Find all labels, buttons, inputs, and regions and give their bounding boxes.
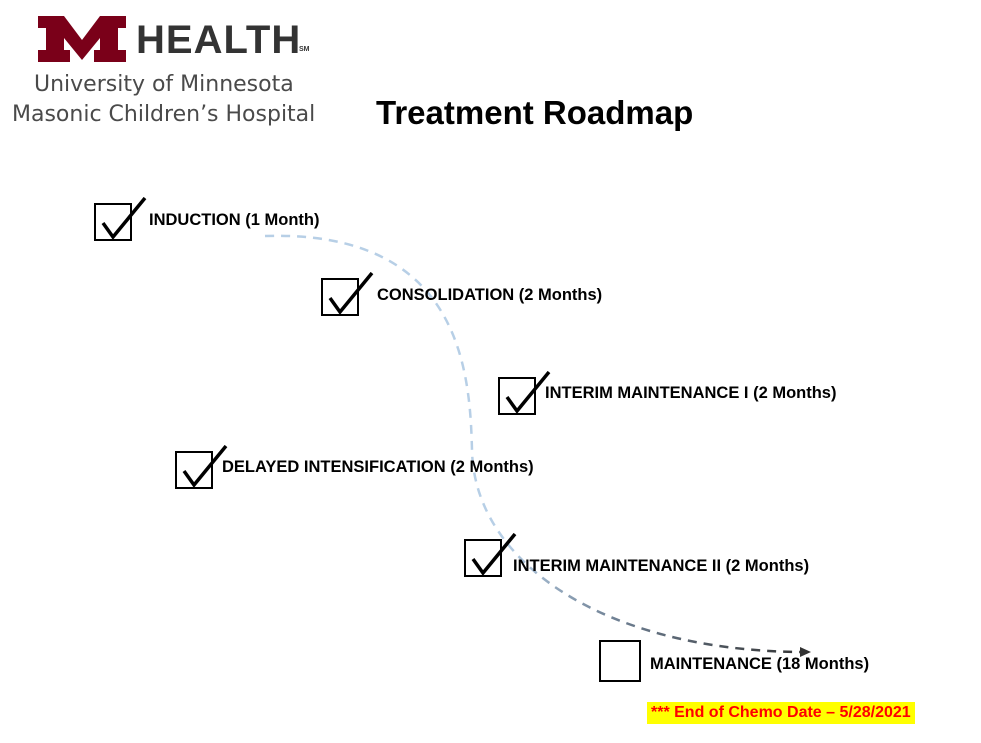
end-of-chemo-note: *** End of Chemo Date – 5/28/2021 <box>647 702 915 724</box>
checkbox <box>464 539 502 577</box>
step-label: CONSOLIDATION (2 Months) <box>377 286 603 304</box>
checkmark-icon <box>326 272 374 318</box>
step-label: DELAYED INTENSIFICATION (2 Months) <box>222 458 534 476</box>
logo-hospital: Masonic Children’s Hospital <box>12 102 316 127</box>
checkmark-icon <box>99 197 147 243</box>
checkmark-icon <box>180 445 228 491</box>
page-title: Treatment Roadmap <box>376 94 694 131</box>
step-label: INDUCTION (1 Month) <box>149 211 320 229</box>
logo-wordmark: HEALTH <box>136 18 302 62</box>
checkbox <box>175 451 213 489</box>
checkmark-icon <box>503 371 551 417</box>
checkmark-icon <box>469 533 517 579</box>
logo-university: University of Minnesota <box>34 72 294 97</box>
checkbox <box>94 203 132 241</box>
step-label: INTERIM MAINTENANCE I (2 Months) <box>545 384 837 402</box>
service-mark: SM <box>299 46 310 53</box>
checkbox <box>599 640 641 682</box>
checkbox <box>498 377 536 415</box>
step-label: MAINTENANCE (18 Months) <box>650 655 870 673</box>
checkbox <box>321 278 359 316</box>
step-label: INTERIM MAINTENANCE II (2 Months) <box>513 557 810 575</box>
